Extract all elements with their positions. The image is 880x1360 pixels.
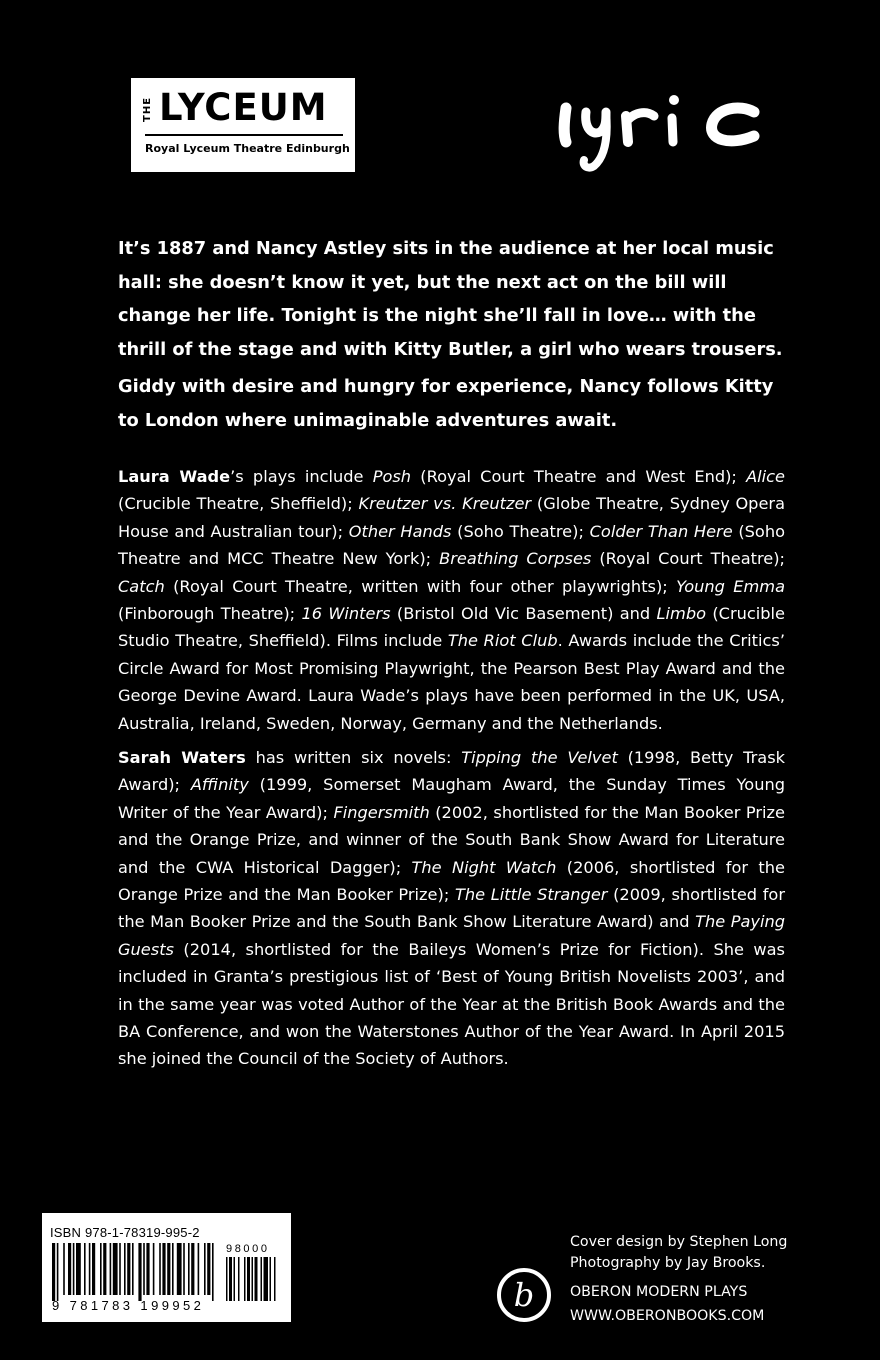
barcode-bar <box>110 1243 112 1295</box>
barcode-bar <box>172 1243 174 1295</box>
bio-sarah-waters: Sarah Waters has written six novels: Tipping the Velvet (1998, Betty Trask Award); Affinity (1999, Somerset Maugham Award, the Sunday Times Young Writer of the Year Award); Fingersmith (2002, shortlisted for the Man Booker Prize and the Orange Prize, and winner of the South Bank Show Award for Literature and the CWA Historical Dagger); The Night Watch (2006, shortlisted for the Orange Prize and the Man Booker Prize); The Little Stranger (2009, shortlisted for the Man Booker Prize and the South Bank Show Literature Award) and The Paying Guests (2014, shortlisted for the Baileys Women’s Prize for Fiction). She was included in Granta’s prestigious list of ‘Best of Young British Novelists 2003’, and in the same year was voted Author of the Year at the British Book Awards and the BA Conference, and won the Waterstones Author of the Year Award. In April 2015 she joined the Council of the Society of Authors. <box>118 748 786 1069</box>
barcode-bar <box>92 1243 95 1295</box>
barcode-bar <box>68 1243 71 1295</box>
oberon-logo-letter: b <box>513 1276 535 1314</box>
barcode-bar <box>138 1243 141 1301</box>
lyceum-logo-word: LYCEUM <box>159 86 328 129</box>
barcode-bar <box>132 1243 134 1295</box>
lyceum-logo-subtitle: Royal Lyceum Theatre Edinburgh <box>145 142 350 155</box>
barcode-bar <box>177 1243 182 1295</box>
barcode-addon-bar <box>255 1257 258 1301</box>
barcode-bar <box>167 1243 170 1295</box>
barcode-addon-bar <box>252 1257 254 1301</box>
barcode-bar <box>188 1243 190 1295</box>
cover-design-credit: Cover design by Stephen Long <box>570 1234 788 1250</box>
barcode-bar <box>76 1243 81 1295</box>
barcode-bar <box>124 1243 126 1295</box>
barcode-addon-bar <box>229 1257 232 1301</box>
barcode-number: 9 781783 199952 <box>52 1298 205 1313</box>
barcode-bar <box>198 1243 200 1295</box>
lyceum-logo <box>131 78 355 172</box>
bio-laura-wade: Laura Wade’s plays include Posh (Royal Court Theatre and West End); Alice (Crucible Theatre, Sheffield); Kreutzer vs. Kreutzer (Globe Theatre, Sydney Opera House and Australian tour); Other Hands (Soho Theatre); Colder Than Here (Soho Theatre and MCC Theatre New York); Breathing Corpses (Royal Court Theatre); Catch (Royal Court Theatre, written with four other playwrights); Young Emma (Finborough Theatre); 16 Winters (Bristol Old Vic Basement) and Limbo (Crucible Studio Theatre, Sheffield). Films include The Riot Club. Awards include the Critics’ Circle Award for Most Promising Playwright, the Pearson Best Play Award and the George Devine Award. Laura Wade’s plays have been performed in the UK, USA, Australia, Ireland, Sweden, Norway, Germany and the Netherlands. <box>118 467 786 733</box>
barcode-bar <box>191 1243 194 1295</box>
barcode-bar <box>153 1243 155 1295</box>
barcode-addon-bar <box>234 1257 236 1301</box>
barcode-addon-bar <box>270 1257 272 1301</box>
bio-name: Sarah Waters <box>118 748 246 767</box>
photography-credit: Photography by Jay Brooks. <box>570 1255 766 1271</box>
barcode-bar <box>113 1243 118 1295</box>
bio-name: Laura Wade <box>118 467 231 486</box>
barcode-bar <box>52 1243 55 1301</box>
blurb-paragraph-2: Giddy with desire and hungry for experience, Nancy follows Kitty to London where unimaginable adventures await. <box>118 376 774 431</box>
barcode-bar <box>204 1243 206 1295</box>
lyceum-logo-rule <box>145 134 343 136</box>
barcode-bar <box>162 1243 165 1295</box>
barcode-addon-bar <box>226 1257 228 1301</box>
barcode-bar <box>103 1243 106 1295</box>
barcode-bar <box>57 1243 59 1301</box>
barcode-bar <box>146 1243 149 1295</box>
lyric-logo <box>554 82 774 182</box>
lyceum-logo-the: THE <box>142 96 153 122</box>
barcode-bar <box>73 1243 75 1295</box>
barcode-bar <box>207 1243 210 1295</box>
isbn-label: ISBN 978-1-78319-995-2 <box>50 1225 200 1240</box>
barcode-addon-bar <box>264 1257 269 1301</box>
barcode-bar <box>84 1243 86 1295</box>
barcode-addon-bar <box>261 1257 263 1301</box>
barcode-bar <box>119 1243 121 1295</box>
barcode-bar <box>159 1243 161 1295</box>
isbn-barcode <box>42 1213 291 1322</box>
barcode-bar <box>183 1243 185 1295</box>
barcode-addon-bar <box>238 1257 240 1301</box>
blurb-paragraph-1: It’s 1887 and Nancy Astley sits in the audience at her local music hall: she doesn’t know it yet, but the next act on the bill will change her life. Tonight is the night she’ll fall in love… with the thrill of the stage and with Kitty Butler, a girl who wears trousers. <box>118 238 783 360</box>
barcode-bar <box>127 1243 130 1295</box>
publisher-website: WWW.OBERONBOOKS.COM <box>570 1308 765 1324</box>
barcode-bar <box>212 1243 214 1301</box>
barcode-bar <box>63 1243 65 1295</box>
barcode-bar <box>89 1243 91 1295</box>
barcode-bar <box>143 1243 145 1295</box>
barcode-addon-bar <box>274 1257 276 1301</box>
credits <box>570 1232 860 1274</box>
barcode-bar <box>100 1243 102 1295</box>
publisher-series: OBERON MODERN PLAYS <box>570 1284 748 1300</box>
barcode-addon-bar <box>247 1257 250 1301</box>
barcode-addon-bar <box>244 1257 246 1301</box>
price-code: 98000 <box>226 1243 270 1255</box>
oberon-logo-icon <box>496 1267 552 1323</box>
